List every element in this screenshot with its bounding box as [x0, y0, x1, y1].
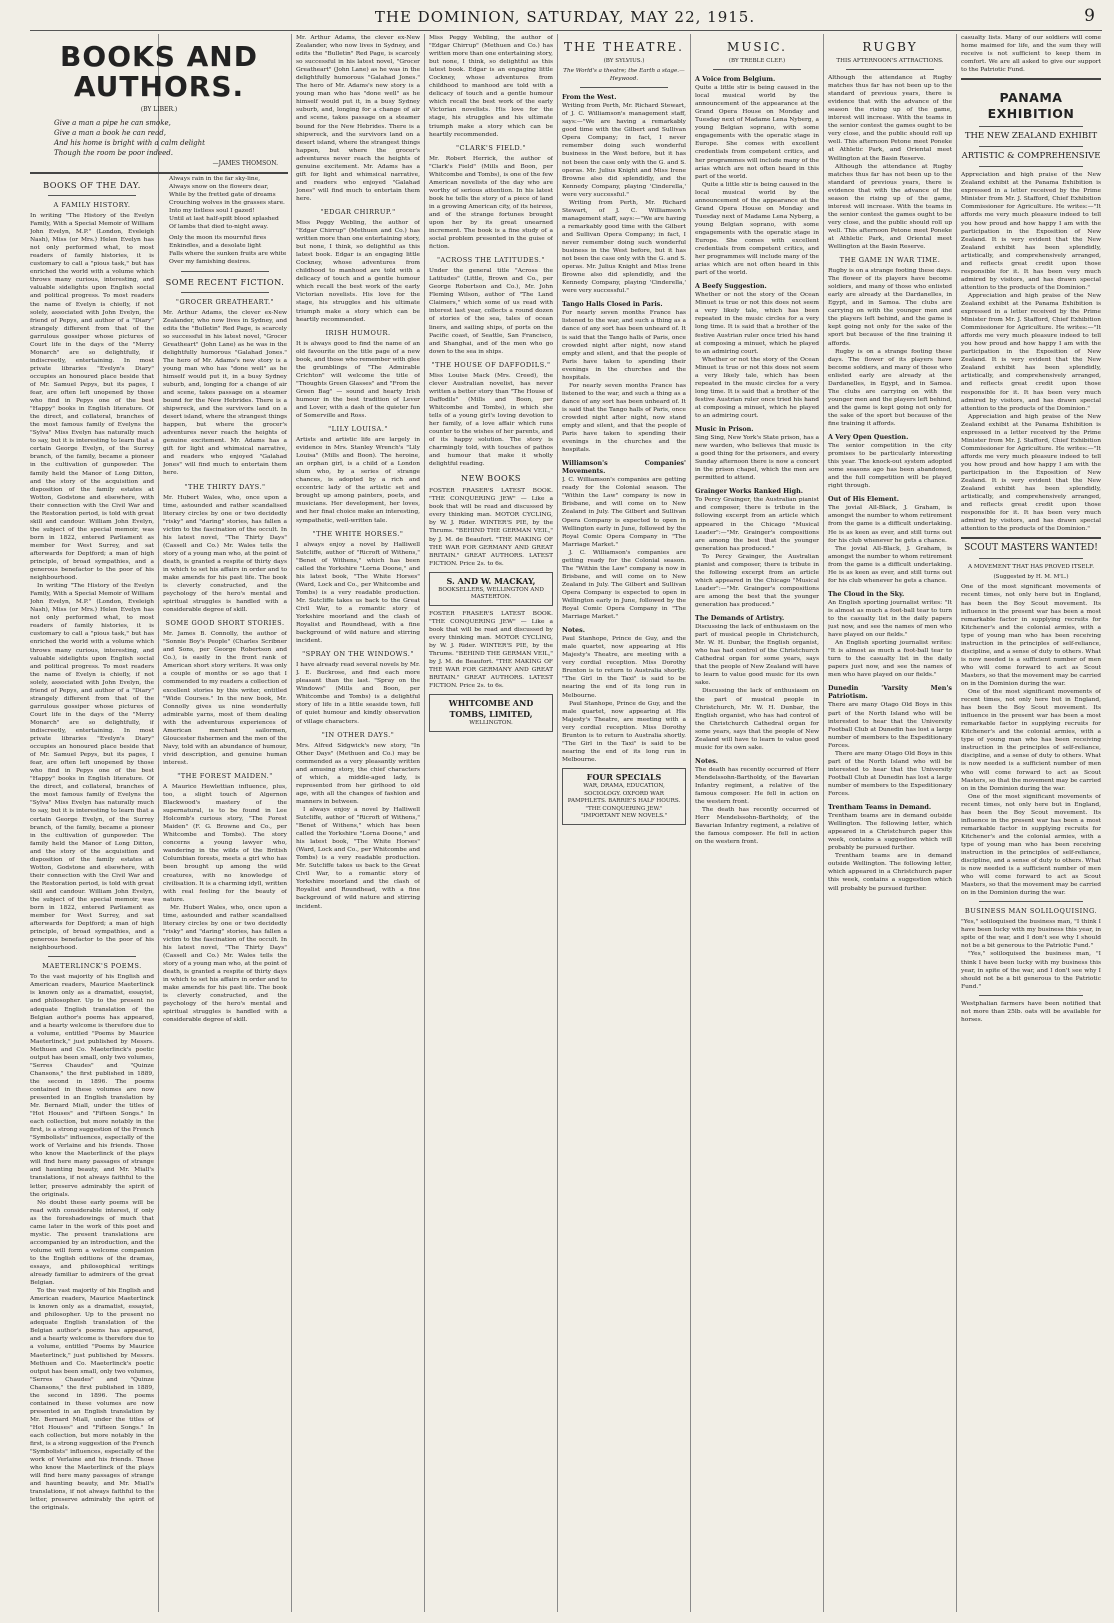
poem-line: Though the room be poor indeed.: [54, 149, 173, 158]
article-text: casualty lists. Many of our soldiers will come home maimed for life, and the sum they will receive is not sufficient to keep them in comfort. We are all asked to give our support to the Patriotic Fund.: [961, 35, 1101, 74]
verse-line: While by the fretted gate of dreams: [169, 192, 276, 199]
bookseller-ad: [429, 694, 553, 732]
article-text: I always enjoy a novel by Halliwell Sutcliffe, author of "Ricroft of Withens," "Benet of Withens," which has been called the Yorkshire "Lorna Doone," and his latest book, "The White Horses" (Ward, Lock and Co., per Whitcombe and Tombs) is a very readable production. Mr. Sutcliffe takes us back to the Great Civil War, to a romantic story of Yorkshire moorland and the clash of Royalist and Roundhead, with a fine background of wild nature and stirring incident.: [296, 541, 420, 645]
item-heading: Trentham Teams in Demand.: [828, 803, 932, 812]
article-heading: "ACROSS THE LATITUDES.": [436, 256, 546, 265]
article-text: Paul Stanhope, Prince de Guy, and the male quartet, now appearing at His Majesty's Theatre, are meeting with a very cordial reception. Miss Dorothy Brunton is to return to Australia shortly. "The Girl in the Taxi" is said to be nearing the end of its long run in Melbourne.: [562, 636, 686, 699]
specials-ad: [562, 768, 686, 825]
article-text: An English sporting journalist writes: "It is almost as much a foot-ball tear to turn to the casualty list in the daily papers just now, and see the names of men who have played on our fields.": [828, 599, 952, 639]
divider: [961, 78, 1101, 80]
article-text: To Percy Grainger, the Australian pianist and composer, there is tribute in the following excerpt from an article which appeared in the Chicago "Musical Leader":—"Mr. Grainger's compositions are among the best that the younger generation has produced.": [695, 497, 819, 552]
article-text: Whether or not the story of the Ocean Minuet is true or not this does not seem a very likely tale, which has been repeated in the music circles for a very long time. It is said that a brother of the festive Austrian ruler once tried his hand at composing a minuet, which he played to an admiring court.: [695, 356, 819, 419]
panama-subhead: THE NEW ZEALAND EXHIBIT: [964, 131, 1098, 142]
ad-subtitle: WELLINGTON.: [469, 720, 513, 727]
books-header: [30, 34, 288, 174]
article-heading: "THE WHITE HORSES.": [312, 529, 404, 538]
column-rule: [291, 34, 292, 1612]
divider: [979, 995, 1083, 996]
article-heading: A FAMILY HISTORY.: [53, 201, 131, 209]
divider: [961, 537, 1101, 539]
theatre-title: THE THEATRE.: [564, 40, 684, 54]
item-heading: Notes.: [695, 756, 718, 765]
ad-title: S. AND W. MACKAY,: [446, 575, 536, 586]
column-1: [30, 175, 154, 1610]
column-4: [429, 34, 553, 1610]
article-heading: IRISH HUMOUR.: [325, 328, 391, 337]
article-text: Writing from Perth, Mr. Richard Stewart, of J. C. Williamson's management staff, says:—"We are having a remarkably good time with the Gilbert and Sullivan Opera Company; in fact, I never remember doing such wonderful business in the West before, but it has not been the case only with the G. and S. operas. Mr. Julius Knight and Miss Irene Browne also did splendidly, and the Kennedy Company, playing 'Cinderella,' were very successful.": [562, 199, 686, 295]
ad-text: WAR, DRAMA, EDUCATION, SOCIOLOGY. OXFORD WAR PAMPHLETS. BARRIE'S HALF HOURS. "THE CONQUERING JEW." "IMPORTANT NEW NOVELS.": [567, 782, 681, 820]
masthead-title: THE DOMINION, SATURDAY, MAY 22, 1915.: [374, 8, 756, 26]
divider: [846, 69, 934, 70]
verse-line: Over my famishing desires.: [169, 259, 251, 266]
poem-line: Give a man a book he can read,: [54, 129, 166, 138]
article-heading: THE GAME IN WAR TIME.: [839, 256, 941, 265]
article-heading: "THE HOUSE OF DAFFODILS.": [431, 360, 551, 369]
article-text: Rugby is on a strange footing these days. The flower of its players have become soldiers, and many of those who enlisted early are already at the Dardanelles, in Egypt, and in Samoa. The clubs are carrying on with the younger men and the players left behind, and the game is kept going not only for the sake of the sport but because of the fine training it affords.: [828, 348, 952, 427]
rugby-subtitle: THIS AFTERNOON'S ATTRACTIONS.: [836, 58, 944, 64]
item-heading: Out of His Element.: [828, 495, 899, 504]
poem: [48, 118, 288, 158]
scout-subhead: A MOVEMENT THAT HAS PROVED ITSELF.: [968, 564, 1094, 571]
article-text: Whether or not the story of the Ocean Minuet is true or not this does not seem a very likely tale, which has been repeated in the music circles for a very long time. It is said that a brother of the festive Austrian ruler once tried his hand at composing a minuet, which he played to an admiring court.: [695, 292, 819, 355]
column-3: [296, 34, 420, 1610]
verse-line: Into my listless soul I gazed!: [169, 208, 255, 215]
divider: [979, 901, 1083, 902]
article-heading: BUSINESS MAN SOLILOQUISING.: [964, 907, 1098, 916]
article-text: In writing "The History of the Evelyn Family, With a Special Memoir of William John Evelyn, M.P." (London, Eveleigh Nash), Miss (or Mrs.) Helen Evelyn has not only performed what, to most readers of family histories, it is customary to call a "pious task," but has enriched the world with a volume which throws many curious, interesting, and valuable sidelights upon English social and political progress. To most readers the name of Evelyn is chiefly, if not solely, associated with John Evelyn, the friend of Pepys, and author of a "Diary" strangely different from that of the garrulous gossiper whose pictures of Court life in the days of the "Merry Monarch" are so delightfully, if indiscreetly, entertaining. In most private libraries "Evelyn's Diary" occupies an honoured place beside that of Mr. Samuel Pepys, but its pages, I fear, are often left unopened by those who find in Pepys one of the best "Happy" books in English literature. Of the direct, and collateral, branches of the most famous family of Evelyns the "Sylva" Miss Evelyn has naturally much to say, but it is interesting to learn that a certain George Evelyn, of the Surrey branch, of the family, became a pioneer in the cultivation of gunpowder. The family held the Manor of Long Ditton, and the story of the acquisition and disposition of the family estates at Wotton, Godstone and elsewhere, with their connection with the Civil War and the Restoration period, is told with great skill and candour. William John Evelyn, the subject of the special memoir, was born in 1822, entered Parliament as member for West Surrey, and sat afterwards for Deptford; a man of high principle, of broad sympathies, and a generous benefactor to the poor of his neighbourhood.: [30, 583, 154, 952]
article-text: Although the attendance at Rugby matches thus far has not been up to the standard of previous years, there is evidence that with the advance of the season the rising up of the game, interest will increase. With the teams in the senior contest the games ought to be very close, and the public should roll up well. This afternoon Petone meet Poneke at Athletic Park, and Oriental meet Wellington at the Basin Reserve.: [828, 75, 952, 162]
article-heading: "EDGAR CHIRRUP.": [320, 207, 396, 216]
scout-headline: SCOUT MASTERS WANTED!: [964, 543, 1098, 554]
article-text: Paul Stanhope, Prince de Guy, and the male quartet, now appearing at His Majesty's Theatre, are meeting with a very cordial reception. Miss Dorothy Brunton is to return to Australia shortly. "The Girl in the Taxi" is said to be nearing the end of its long run in Melbourne.: [562, 700, 686, 763]
article-text: Mr. Robert Herrick, the author of "Clark's Field" (Mills and Boon, per Whitcombe and Tombs), is one of the few American novelists of the day who are worthy of serious attention. In his latest book he tells the story of a piece of land in a growing American city, of its heiress, and of the strange fortunes brought upon her by its great unearned increment. The book is a fine study of a social problem presented in the guise of fiction.: [429, 155, 553, 251]
article-text: Quite a little stir is being caused in the local musical world by the announcement of the appearance at the Grand Opera House on Monday and Tuesday next of Madame Lena Nyberg, a young Belgian soprano, with some engagements with the operatic stage in Europe. She comes with excellent credentials from competent critics, and her programmes will include many of the arias which are not often heard in this part of the world.: [695, 85, 819, 180]
scout-byline: (Suggested by H. M. M'L.): [993, 574, 1069, 581]
article-text: "Yes," soliloquised the business man, "I think I have been lucky with my business this year, in spite of the war, and I don't see why I should not be a bit generous to the Patriotic Fund.": [961, 919, 1101, 950]
verse: [163, 234, 287, 266]
article-text: Miss Peggy Webling, the author of "Edgar Chirrup" (Methuen and Co.) has written more than one entertaining story, but none, I think, so delightful as this latest book. Edgar is an engaging little Cockney, whose adventures from childhood to manhood are told with a delicacy of touch and a gentle humour which recall the best work of the early Victorian novelists. His love for the stage, his struggles and his ultimate triumph make a story which can be heartily recommended.: [429, 35, 553, 138]
ad-subtitle: BOOKSELLERS, WELLINGTON AND MASTERTON.: [438, 586, 544, 601]
article-text: "Yes," soliloquised the business man, "I think I have been lucky with my business this year, in spite of the war, and I don't see why I should not be a bit generous to the Patriotic Fund.": [961, 951, 1101, 990]
article-heading: SOME GOOD SHORT STORIES.: [165, 619, 285, 628]
article-text: An English sporting journalist writes: "It is almost as much a foot-ball tear to turn to the casualty list in the daily papers just now, and see the names of men who have played on our fields.": [828, 640, 952, 679]
article-text: Mr. Arthur Adams, the clever ex-New Zealander, who now lives in Sydney, and edits the "Bulletin" Red Page, is scarcely so successful in his latest novel, "Grocer Greatheart" (John Lane) as he was in the delightfully humorous "Galahad Jones." The hero of Mr. Adams's new story is a young man who has "done well" as he himself would put it, in a busy Sydney suburb, and, longing for a change of air and scene, takes passage on a steamer bound for the New Hebrides. There is a shipwreck, and the survivors land on a desert island, where the strangest things happen, but where the grocer's adventures never reach the heights of genuine excitement. Mr. Adams has a gift for light and whimsical narrative, and readers who enjoyed "Galahad Jones" will find much to entertain them here.: [163, 309, 287, 477]
article-text: Appreciation and high praise of the New Zealand exhibit at the Panama Exhibition is expressed in a letter received by the Prime Minister from Mr. J. Stafford, Chief Exhibition Commissioner for Agriculture. He writes:—"It affords me very much pleasure indeed to tell you how proud and how happy I am with the participation in the Exposition of New Zealand. It is very evident that the New Zealand exhibit has been splendidly, artistically, and comprehensively arranged, and reflects great credit upon those responsible for it. It has been very much admired by visitors, and has drawn special attention to the products of the Dominion.": [961, 413, 1101, 533]
article-text: No doubt these early poems will be read with considerable interest, if only as the foreshadowings of much that came later in the work of this poet and mystic. The present translations are accompanied by an introduction, and the volume will form a welcome companion to the English editions of the dramas, essays, and philosophical writings already familiar to admirers of the great Belgian.: [30, 1199, 154, 1287]
article-text: Miss Peggy Webling, the author of "Edgar Chirrup" (Methuen and Co.) has written more than one entertaining story, but none, I think, so delightful as this latest book. Edgar is an engaging little Cockney, whose adventures from childhood to manhood are told with a delicacy of touch and a gentle humour which recall the best work of the early Victorian novelists. His love for the stage, his struggles and his ultimate triumph make a story which can be heartily recommended.: [296, 219, 420, 323]
article-text: There are many Otago Old Boys in this part of the North Island who will be interested to hear that the University Football Club at Dunedin has lost a large number of members to the Expeditionary Forces.: [828, 702, 952, 749]
item-heading: The Demands of Artistry.: [695, 614, 785, 623]
column-rule: [557, 34, 558, 1612]
article-text: The senior competition in the city promises to be particularly interesting this year. The knock-out system adopted some seasons ago has been abandoned, and the full competition will be played right through.: [828, 443, 952, 490]
article-text: Miss Louise Mack (Mrs. Creed), the clever Australian novelist, has never written a better story than "The House of Daffodils" (Mills and Boon, per Whitcombe and Tombs), in which she tells of a young girl's loving devotion to her family, of a love affair which runs counter to the wishes of her parents, and of its happy solution. The story is charmingly told, with touches of pathos and humour that make it wholly delightful reading.: [429, 372, 553, 468]
item-heading: Grainger Works Ranked High.: [695, 487, 803, 496]
item-heading: A Very Open Question.: [828, 433, 909, 442]
article-text: In writing "The History of the Evelyn Family, With a Special Memoir of William John Evelyn, M.P." (London, Eveleigh Nash), Miss (or Mrs.) Helen Evelyn has not only performed what, to most readers of family histories, it is customary to call a "pious task," but has enriched the world with a volume which throws many curious, interesting, and valuable sidelights upon English social and political progress. To most readers the name of Evelyn is chiefly, if not solely, associated with John Evelyn, the friend of Pepys, and author of a "Diary" strangely different from that of the garrulous gossiper whose pictures of Court life in the days of the "Merry Monarch" are so delightfully, if indiscreetly, entertaining. In most private libraries "Evelyn's Diary" occupies an honoured place beside that of Mr. Samuel Pepys, but its pages, I fear, are often left unopened by those who find in Pepys one of the best "Happy" books in English literature. Of the direct, and collateral, branches of the most famous family of Evelyns the "Sylva" Miss Evelyn has naturally much to say, but it is interesting to learn that a certain George Evelyn, of the Surrey branch, of the family, became a pioneer in the cultivation of gunpowder. The family held the Manor of Long Ditton, and the story of the acquisition and disposition of the family estates at Wotton, Godstone and elsewhere, with their connection with the Civil War and the Restoration period, is told with great skill and candour. William John Evelyn, the subject of the special memoir, was born in 1822, entered Parliament as member for West Surrey, and sat afterwards for Deptford; a man of high principle, of broad sympathies, and a generous benefactor to the poor of his neighbourhood.: [30, 213, 154, 582]
article-text: To the vast majority of his English and American readers, Maurice Maeterlinck is known only as a dramatist, essayist, and philosopher. Up to the present no adequate English translation of the Belgian author's poems has appeared, and a hearty welcome is therefore due to a volume, entitled "Poems by Maurice Maeterlinck," just published by Messrs. Methuen and Co. Maeterlinck's poetic output has been small, only two volumes, "Serres Chaudes" and "Quinze Chansons," the first published in 1889, the second in 1896. The poems contained in these volumes are now presented in an English translation by Mr. Bernard Miall, under the titles of "Hot Houses" and "Fifteen Songs." In each collection, but more notably in the first, is a strong suggestion of the French "Symbolists" influences, especially of the work of Verlaine and his friends. Those who know the Maeterlinck of the plays will find here many passages of strange and haunting beauty, and Mr. Miall's translations, if not always faithful to the letter, preserve admirably the spirit of the originals.: [30, 1288, 154, 1512]
article-text: The jovial All-Black, J. Graham, is amongst the number to whom retirement from the game is a difficult undertaking. He is as keen as ever, and still turns out for his club whenever he gets a chance.: [828, 545, 952, 584]
article-text: For nearly seven months France has listened to the war, and such a thing as a dance of any sort has been unheard of. It is said that the Tango halls of Paris, once crowded night after night, now stand empty and silent, and that the people of Paris have taken to spending their evenings in the churches and the hospitals.: [562, 310, 686, 381]
article-text: Westphalian farmers have been notified that not more than 25lb. oats will be available for horses.: [961, 1000, 1101, 1023]
article-text: I have already read several novels by Mr. J. E. Buckrose, and find each more pleasant than the last. "Spray on the Windows" (Mills and Boon, per Whitcombe and Tombs) is a delightful story of life in a little seaside town, full of quiet humour and kindly observation of village characters.: [296, 662, 420, 725]
column-rule: [956, 34, 957, 1612]
article-text: Appreciation and high praise of the New Zealand exhibit at the Panama Exhibition is expressed in a letter received by the Prime Minister from Mr. J. Stafford, Chief Exhibition Commissioner for Agriculture. He writes:—"It affords me very much pleasure indeed to tell you how proud and how happy I am with the participation in the Exposition of New Zealand. It is very evident that the New Zealand exhibit has been splendidly, artistically, and comprehensively arranged, and reflects great credit upon those responsible for it. It has been very much admired by visitors, and has drawn special attention to the products of the Dominion.": [961, 172, 1101, 291]
panama-subhead: ARTISTIC & COMPREHENSIVE: [961, 151, 1101, 162]
verse-line: Falls where the sunken fruits are white: [169, 251, 287, 258]
article-text: There are many Otago Old Boys in this part of the North Island who will be interested to hear that the University Football Club at Dunedin has lost a large number of members to the Expeditionary Forces.: [828, 750, 952, 797]
article-text: Discussing the lack of enthusiasm on the part of musical people in Christchurch, Mr. W. H. Dunbar, the English organist, who has had control of the Christchurch Cathedral organ for some years, says that the people of New Zealand will have to learn to value good music for its own sake.: [695, 624, 819, 687]
rugby-title: RUGBY: [862, 40, 918, 54]
article-text: Mr. Hubert Wales, who, once upon a time, astounded and rather scandalised literary circles by one or two decidedly "risky" and "daring" stories, has fallen a victim to the fascination of the occult. In his latest novel, "The Thirty Days" (Cassell and Co.) Mr. Wales tells the story of a young man who, at the point of death, is granted a respite of thirty days in which to set his affairs in order and to make amends for his past life. The book is cleverly constructed, and the psychology of the hero's mental and spiritual struggles is handled with a considerable degree of skill.: [163, 904, 287, 1024]
divider: [979, 166, 1083, 167]
masthead: [30, 6, 1100, 28]
column-2: [163, 175, 287, 1610]
column-rule: [823, 34, 824, 1612]
column-7: [828, 34, 952, 1610]
article-text: The death has recently occurred of Herr Mendelssohn-Bartholdy, of the Bavarian Infantry regiment, a relative of the famous composer. He fell in action on the western front.: [695, 807, 819, 846]
column-5: [562, 34, 686, 1610]
article-heading: "SPRAY ON THE WINDOWS.": [302, 650, 414, 659]
article-text: The death has recently occurred of Herr Mendelssohn-Bartholdy, of the Bavarian Infantry regiment, a relative of the famous composer. He fell in action on the western front.: [695, 766, 819, 806]
verse: [163, 175, 287, 231]
verse-line: Always rain in the far sky-line,: [169, 176, 261, 182]
divider: [48, 956, 136, 957]
section-heading: NEW BOOKS: [461, 473, 521, 484]
poem-line: And his home is bright with a calm delight: [54, 139, 205, 148]
article-text: I always enjoy a novel by Halliwell Sutcliffe, author of "Ricroft of Withens," "Benet of Withens," which has been called the Yorkshire "Lorna Doone," and his latest book, "The White Horses" (Ward, Lock and Co., per Whitcombe and Tombs) is a very readable production. Mr. Sutcliffe takes us back to the Great Civil War, to a romantic story of Yorkshire moorland and the clash of Royalist and Roundhead, with a fine background of wild nature and stirring incident.: [296, 806, 420, 910]
article-text: Mr. Hubert Wales, who, once upon a time, astounded and rather scandalised literary circles by one or two decidedly "risky" and "daring" stories, has fallen a victim to the fascination of the occult. In his latest novel, "The Thirty Days" (Cassell and Co.) Mr. Wales tells the story of a young man who, at the point of death, is granted a respite of thirty days in which to set his affairs in order and to make amends for his past life. The book is cleverly constructed, and the psychology of the hero's mental and spiritual struggles is handled with a considerable degree of skill.: [163, 494, 287, 614]
article-text: Writing from Perth, Mr. Richard Stewart, of J. C. Williamson's management staff, says:—"We are having a remarkably good time with the Gilbert and Sullivan Opera Company; in fact, I never remember doing such wonderful business in the West before, but it has not been the case only with the G. and S. operas. Mr. Julius Knight and Miss Irene Browne also did splendidly, and the Kennedy Company, playing 'Cinderella,' were very successful.": [562, 103, 686, 198]
divider: [48, 195, 136, 196]
theatre-byline: (BY SYLVIUS.): [603, 58, 645, 64]
item-heading: Notes.: [562, 626, 585, 635]
article-text: Mrs. Alfred Sidgwick's new story, "In Other Days" (Methuen and Co.) may be commended as a very pleasantly written and amusing story, the chief characters of which, a middle-aged lady, is represented from her girlhood to old age, with all the changes of fashion and manners in between.: [296, 742, 420, 805]
article-text: J. C. Williamson's companies are getting ready for the Colonial season. The "Within the Law" company is now in Brisbane, and will come on to New Zealand in July. The Gilbert and Sullivan Opera Company is expected to open in Wellington early in June, followed by the Royal Comic Opera Company in "The Marriage Market.": [562, 477, 686, 548]
verse-line: Of lambs that died to-night away.: [169, 224, 269, 231]
article-text: For nearly seven months France has listened to the war, and such a thing as a dance of any sort has been unheard of. It is said that the Tango halls of Paris, once crowded night after night, now stand empty and silent, and that the people of Paris have taken to spending their evenings in the churches and the hospitals.: [562, 382, 686, 454]
article-text: Sing Sing, New York's State prison, has a new warden, who believes that music is a good thing for the prisoners, and every Sunday afternoon there is now a concert in the prison chapel, which the men are permitted to attend.: [695, 435, 819, 482]
item-heading: Williamson's Companies' Movements.: [562, 459, 686, 476]
verse-line: Until at last half-spilt blood splashed: [169, 216, 279, 223]
bookseller-ad: [429, 572, 553, 606]
article-heading: "THE FOREST MAIDEN.": [177, 772, 273, 780]
page-number: 9: [1084, 6, 1096, 26]
article-text: FOSTER FRASER'S LATEST BOOK. "THE CONQUERING JEW" — Like a book that will be read and discussed by every thinking man. MOTOR CYCLING, by W. J. Rider. WINTER'S PIE, by the Thrums. "BEHIND THE GERMAN VEIL," by J. M. de Beaufort. "THE MAKING OF THE WAR FOR GERMANY AND GREAT BRITAIN." GREAT AUTHORS. LATEST FICTION. Price 2s. to 6s.: [429, 610, 553, 690]
divider: [979, 558, 1083, 559]
section-heading: SOME RECENT FICTION.: [165, 276, 285, 287]
article-text: It is always good to find the name of an old favourite on the title page of a new book, and those who remember with glee the grumblings of "The Admirable Crichton" will welcome the title of "Thoughts Green Glasses" and "From the Green Bag" — sound and hearty Irish humour in the best tradition of Lever and Lover, with a dash of the quieter fun of Somerville and Ross.: [296, 340, 420, 420]
article-text: To Percy Grainger, the Australian pianist and composer, there is tribute in the following excerpt from an article which appeared in the Chicago "Musical Leader":—"Mr. Grainger's compositions are among the best that the younger generation has produced.": [695, 553, 819, 608]
article-text: A Maurice Hewlettian influence, plus, too, a slight touch of Algernon Blackwood's mastery of the supernatural, is to be found in Lee Holcomb's curious story, "The Forest Maiden" (F. G. Browne and Co., per Whitcombe and Tombs). The story concerns a young lawyer who, wandering in the wilds of the British Columbian forests, meets a girl who has been brought up among the wild creatures, with no knowledge of civilisation. It is a charming idyll, written with real feeling for the beauty of nature.: [163, 784, 287, 903]
article-heading: "CLARK'S FIELD.": [455, 143, 527, 152]
divider: [181, 292, 269, 293]
article-text: Appreciation and high praise of the New Zealand exhibit at the Panama Exhibition is expressed in a letter received by the Prime Minister from Mr. J. Stafford, Chief Exhibition Commissioner for Agriculture. He writes:—"It affords me very much pleasure indeed to tell you how proud and how happy I am with the participation in the Exposition of New Zealand. It is very evident that the New Zealand exhibit has been splendidly, artistically, and comprehensively arranged, and reflects great credit upon those responsible for it. It has been very much admired by visitors, and has drawn special attention to the products of the Dominion.": [961, 292, 1101, 412]
verse-line: Crouching wolves in the grasses stare.: [169, 200, 285, 207]
ad-title: FOUR SPECIALS: [586, 771, 662, 782]
article-text: Artists and artistic life are largely in evidence in Mrs. Stanley Wrench's "Lily Louisa" (Mills and Boon). The heroine, an orphan girl, is a child of a London slum who, by a series of strange chances, is adopted by a rich and eccentric lady of the artistic set and brought up among painters, poets, and musicians. Her development, her loves, and her final choice make an interesting, sympathetic, well-written tale.: [296, 437, 420, 524]
poem-line: Give a man a pipe he can smoke,: [54, 119, 171, 128]
item-heading: Music in Prison.: [695, 425, 754, 434]
article-text: One of the most significant movements of recent times, not only here but in England, has been the Boy Scout movement. Its influence in the present war has been a most remarkable factor in supplying recruits for Kitchener's and the colonial armies, with a type of young man who has been receiving instruction in the principles of self-reliance, discipline, and a sense of duty to others. What is now needed is a sufficient number of men who will come forward to act as Scout Masters, so that the movement may be carried on in the Dominion during the war.: [961, 689, 1101, 792]
item-heading: Tango Halls Closed in Paris.: [562, 300, 663, 309]
item-heading: Dunedin 'Varsity Men's Patriotism.: [828, 684, 952, 701]
article-heading: MAETERLINCK'S POEMS.: [42, 962, 142, 971]
article-text: J. C. Williamson's companies are getting ready for the Colonial season. The "Within the Law" company is now in Brisbane, and will come on to New Zealand in July. The Gilbert and Sullivan Opera Company is expected to open in Wellington early in June, followed by the Royal Comic Opera Company in "The Marriage Market.": [562, 549, 686, 621]
article-text: Rugby is on a strange footing these days. The flower of its players have become soldiers, and many of those who enlisted early are already at the Dardanelles, in Egypt, and in Samoa. The clubs are carrying on with the younger men and the players left behind, and the game is kept going not only for the sake of the sport but because of the fine training it affords.: [828, 268, 952, 347]
divider: [979, 126, 1083, 127]
article-text: Mr. James B. Connolly, the author of "Sonnie Boy's People" (Charles Scribner and Sons, per George Robertson and Co.), is easily in the front rank of American short story writers. It was only a couple of months or so ago that I commended to my readers a collection of excellent stories by this writer, entitled "Wide Courses." In the new book, Mr. Connolly gives us nine wonderfully admirable yarns, most of them dealing with the adventurous experiences of American merchant sailormen, Gloucester fishermen and the men of the Navy, told with an abundance of humour, vivid description, and genuine human interest.: [163, 631, 287, 766]
article-text: Discussing the lack of enthusiasm on the part of musical people in Christchurch, Mr. W. H. Dunbar, the English organist, who has had control of the Christchurch Cathedral organ for some years, says that the people of New Zealand will have to learn to value good music for its own sake.: [695, 688, 819, 751]
poem-author: —JAMES THOMSON.: [212, 160, 278, 168]
column-rule: [158, 34, 159, 1612]
divider: [580, 87, 668, 88]
article-heading: "THE THIRTY DAYS.": [184, 482, 266, 491]
column-rule: [690, 34, 691, 1612]
verse-line: Always snow on the flowers dear,: [169, 184, 269, 191]
books-title: BOOKS AND AUTHORS.: [60, 40, 258, 103]
article-text: Trentham teams are in demand outside Wellington. The following letter, which appeared in a Christchurch paper this week, contains a suggestion which will probably be pursued further.: [828, 853, 952, 892]
item-heading: A Voice from Belgium.: [695, 75, 776, 84]
article-heading: "LILY LOUISA.": [328, 425, 388, 434]
verse-line: Enkindles, and a desolate light: [169, 243, 262, 250]
ad-title: WHITCOMBE AND TOMBS, LIMITED,: [448, 698, 534, 720]
column-8: [961, 34, 1101, 1610]
article-text: Trentham teams are in demand outside Wellington. The following letter, which appeared in a Christchurch paper this week, contains a suggestion which will probably be pursued further.: [828, 813, 952, 852]
item-heading: The Cloud in the Sky.: [828, 589, 905, 598]
verse-line: Only the moon its mournful fires: [169, 235, 267, 242]
article-text: FOSTER FRASER'S LATEST BOOK. "THE CONQUERING JEW" — Like a book that will be read and discussed by every thinking man. MOTOR CYCLING, by W. J. Rider. WINTER'S PIE, by the Thrums. "BEHIND THE GERMAN VEIL," by J. M. de Beaufort. "THE MAKING OF THE WAR FOR GERMANY AND GREAT BRITAIN." GREAT AUTHORS. LATEST FICTION. Price 2s. to 6s.: [429, 488, 553, 567]
divider: [713, 69, 801, 70]
article-text: Although the attendance at Rugby matches thus far has not been up to the standard of previous years, there is evidence that with the advance of the season the rising up of the game, interest will increase. With the teams in the senior contest the games ought to be very close, and the public should roll up well. This afternoon Petone meet Poneke at Athletic Park, and Oriental meet Wellington at the Basin Reserve.: [828, 163, 952, 251]
panama-headline: PANAMA EXHIBITION: [987, 90, 1075, 122]
article-text: The jovial All-Black, J. Graham, is amongst the number to whom retirement from the game is a difficult undertaking. He is as keen as ever, and still turns out for his club whenever he gets a chance.: [828, 505, 952, 544]
theatre-quote: The World's a theatre; the Earth a stage.—Heywood.: [563, 68, 685, 83]
books-byline: (BY LIBER.): [140, 106, 178, 113]
article-text: Mr. Arthur Adams, the clever ex-New Zealander, who now lives in Sydney, and edits the "Bulletin" Red Page, is scarcely so successful in his latest novel, "Grocer Greatheart" (John Lane) as he was in the delightfully humorous "Galahad Jones." The hero of Mr. Adams's new story is a young man who has "done well" as he himself would put it, in a busy Sydney suburb, and, longing for a change of air and scene, takes passage on a steamer bound for the New Hebrides. There is a shipwreck, and the survivors land on a desert island, where the strangest things happen, but where the grocer's adventures never reach the heights of genuine excitement. Mr. Adams has a gift for light and whimsical narrative, and readers who enjoyed "Galahad Jones" will find much to entertain them here.: [296, 35, 420, 202]
column-rule: [424, 34, 425, 1612]
article-text: Under the general title "Across the Latitudes" (Little, Brown and Co., per George Robertson and Co.), Mr. John Fleming Wilson, author of "The Land Claimers," which some of us read with interest last year, collects a round dozen of stories of the sea, tales of ocean liners, and sailing ships, of ports on the Pacific coast, of Seattle, San Francisco, and Shanghai, and of the men who go down to the sea in ships.: [429, 268, 553, 355]
music-byline: (BY TREBLE CLEF.): [728, 58, 786, 64]
article-text: Quite a little stir is being caused in the local musical world by the announcement of the appearance at the Grand Opera House on Monday and Tuesday next of Madame Lena Nyberg, a young Belgian soprano, with some engagements with the operatic stage in Europe. She comes with excellent credentials from competent critics, and her programmes will include many of the arias which are not often heard in this part of the world.: [695, 181, 819, 277]
item-heading: From the West.: [562, 93, 617, 102]
divider: [979, 146, 1083, 147]
section-heading: BOOKS OF THE DAY.: [43, 180, 141, 190]
column-6: [695, 34, 819, 1610]
divider: [181, 271, 269, 272]
article-heading: "GROCER GREATHEART.": [175, 297, 275, 306]
item-heading: A Beefy Suggestion.: [695, 282, 767, 291]
music-title: MUSIC.: [727, 40, 787, 54]
divider: [30, 172, 288, 174]
article-heading: "IN OTHER DAYS.": [321, 730, 395, 739]
masthead-rule: [30, 30, 1102, 31]
article-text: To the vast majority of his English and American readers, Maurice Maeterlinck is known only as a dramatist, essayist, and philosopher. Up to the present no adequate English translation of the Belgian author's poems has appeared, and a hearty welcome is therefore due to a volume, entitled "Poems by Maurice Maeterlinck," just published by Messrs. Methuen and Co. Maeterlinck's poetic output has been small, only two volumes, "Serres Chaudes" and "Quinze Chansons," the first published in 1889, the second in 1896. The poems contained in these volumes are now presented in an English translation by Mr. Bernard Miall, under the titles of "Hot Houses" and "Fifteen Songs." In each collection, but more notably in the first, is a strong suggestion of the French "Symbolists" influences, especially of the work of Verlaine and his friends. Those who know the Maeterlinck of the plays will find here many passages of strange and haunting beauty, and Mr. Miall's translations, if not always faithful to the letter, preserve admirably the spirit of the originals.: [30, 974, 154, 1198]
article-text: One of the most significant movements of recent times, not only here but in England, has been the Boy Scout movement. Its influence in the present war has been a most remarkable factor in supplying recruits for Kitchener's and the colonial armies, with a type of young man who has been receiving instruction in the principles of self-reliance, discipline, and a sense of duty to others. What is now needed is a sufficient number of men who will come forward to act as Scout Masters, so that the movement may be carried on in the Dominion during the war.: [961, 793, 1101, 897]
article-text: One of the most significant movements of recent times, not only here but in England, has been the Boy Scout movement. Its influence in the present war has been a most remarkable factor in supplying recruits for Kitchener's and the colonial armies, with a type of young man who has been receiving instruction in the principles of self-reliance, discipline, and a sense of duty to others. What is now needed is a sufficient number of men who will come forward to act as Scout Masters, so that the movement may be carried on in the Dominion during the war.: [961, 584, 1101, 687]
